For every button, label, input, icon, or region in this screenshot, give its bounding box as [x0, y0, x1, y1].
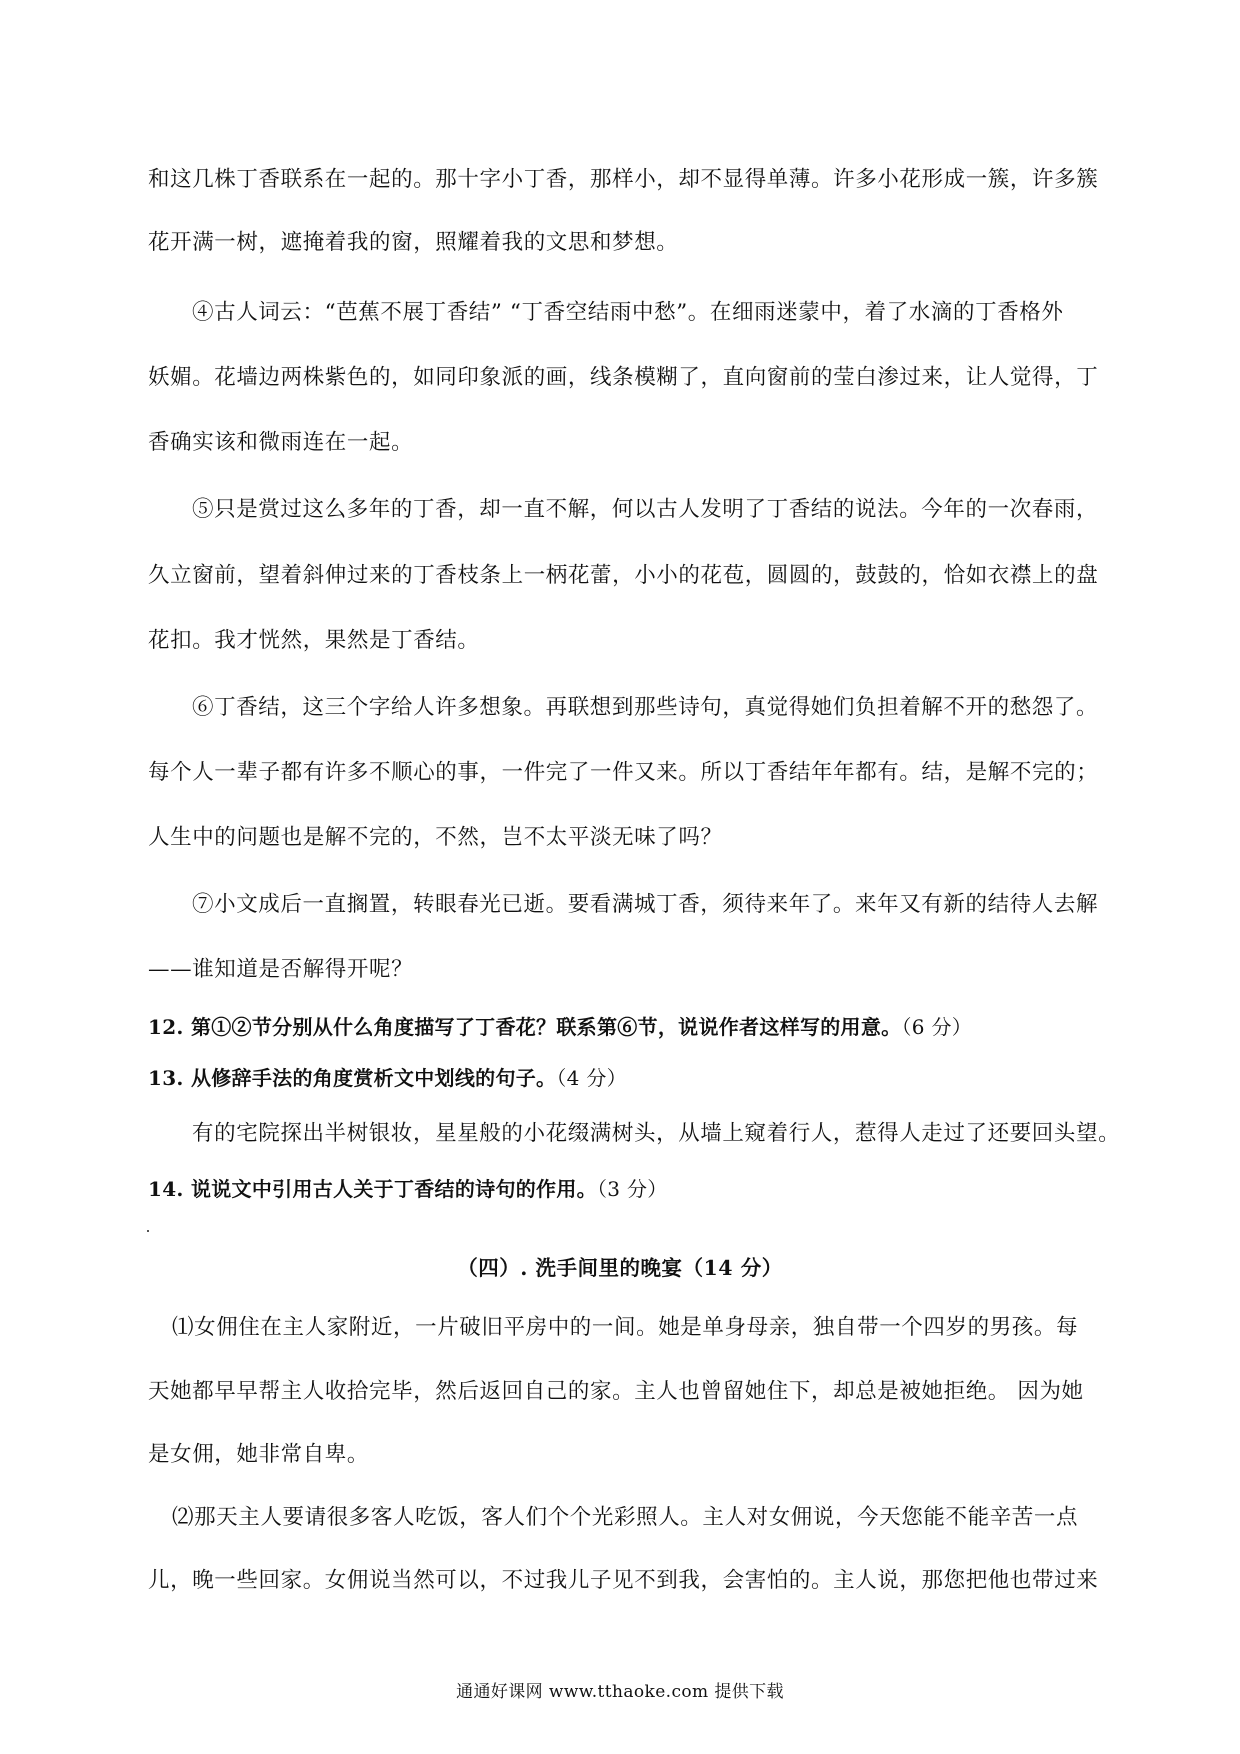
question-12-score: （6 分） — [901, 1015, 973, 1039]
question-14-text: 14. 说说文中引用古人关于丁香结的诗句的作用。 — [148, 1177, 597, 1201]
paragraph-7-line: ⑦小文成后一直搁置，转眼春光已逝。要看满城丁香，须待来年了。来年又有新的结待人去解 — [192, 892, 1099, 917]
quoted-sentence: 有的宅院探出半树银妆，星星般的小花缀满树头，从墙上窥着行人，惹得人走过了还要回头望。 — [192, 1121, 1121, 1146]
paragraph-6-line: 人生中的问题也是解不完的，不然，岂不太平淡无味了吗？ — [148, 825, 723, 850]
paragraph-5-line: 久立窗前，望着斜伸过来的丁香枝条上一柄花蕾，小小的花苞，圆圆的，鼓鼓的，恰如衣襟上的盘 — [148, 563, 1099, 588]
section-4-paragraph-1-line: 是女佣，她非常自卑。 — [148, 1442, 370, 1467]
passage-line: 和这几株丁香联系在一起的。那十字小丁香，那样小，却不显得单薄。许多小花形成一簇，许多簇 — [148, 167, 1099, 192]
paragraph-4-line: ④古人词云：“芭蕉不展丁香结” “丁香空结雨中愁”。在细雨迷蒙中，着了水滴的丁香格外 — [192, 300, 1064, 325]
section-4-paragraph-2-line: ⑵那天主人要请很多客人吃饭，客人们个个光彩照人。主人对女佣说，今天您能不能辛苦一点 — [172, 1505, 1079, 1530]
question-13 — [148, 1063, 627, 1093]
section-4-paragraph-1-line: 天她都早早帮主人收拾完毕，然后返回自己的家。主人也曾留她住下，却总是被她拒绝。 因为她 — [148, 1379, 1084, 1404]
paragraph-5-line: ⑤只是赏过这么多年的丁香，却一直不解，何以古人发明了丁香结的说法。今年的一次春雨， — [192, 497, 1099, 522]
paragraph-5-line: 花扣。我才恍然，果然是丁香结。 — [148, 628, 480, 653]
question-13-text: 13. 从修辞手法的角度赏析文中划线的句子。 — [148, 1066, 557, 1090]
paragraph-6-line: ⑥丁香结，这三个字给人许多想象。再联想到那些诗句，真觉得她们负担着解不开的愁怨了。 — [192, 695, 1099, 720]
question-12 — [148, 1012, 972, 1042]
paragraph-6-line: 每个人一辈子都有许多不顺心的事，一件完了一件又来。所以丁香结年年都有。结，是解不完的； — [148, 760, 1099, 785]
section-4-paragraph-1-line: ⑴女佣住在主人家附近，一片破旧平房中的一间。她是单身母亲，独自带一个四岁的男孩。每 — [172, 1315, 1079, 1340]
section-4-title: （四）. 洗手间里的晚宴（14 分） — [457, 1256, 783, 1280]
paragraph-7-line: ——谁知道是否解得开呢？ — [148, 957, 414, 982]
page-footer: 通通好课网 www.tthaoke.com 提供下载 — [456, 1682, 784, 1702]
question-14-score: （3 分） — [596, 1177, 668, 1201]
passage-line: 花开满一树，遮掩着我的窗，照耀着我的文思和梦想。 — [148, 230, 679, 255]
section-4-paragraph-2-line: 儿，晚一些回家。女佣说当然可以，不过我儿子见不到我，会害怕的。主人说，那您把他也带过来 — [148, 1568, 1099, 1593]
stray-mark — [147, 1230, 149, 1232]
paragraph-4-line: 香确实该和微雨连在一起。 — [148, 430, 414, 455]
question-13-score: （4 分） — [556, 1066, 627, 1090]
question-12-text: 12. 第①②节分别从什么角度描写了丁香花？联系第⑥节，说说作者这样写的用意。 — [148, 1015, 902, 1039]
paragraph-4-line: 妖媚。花墙边两株紫色的，如同印象派的画，线条模糊了，直向窗前的莹白渗过来，让人觉得，丁 — [148, 365, 1099, 390]
question-14 — [148, 1174, 668, 1204]
